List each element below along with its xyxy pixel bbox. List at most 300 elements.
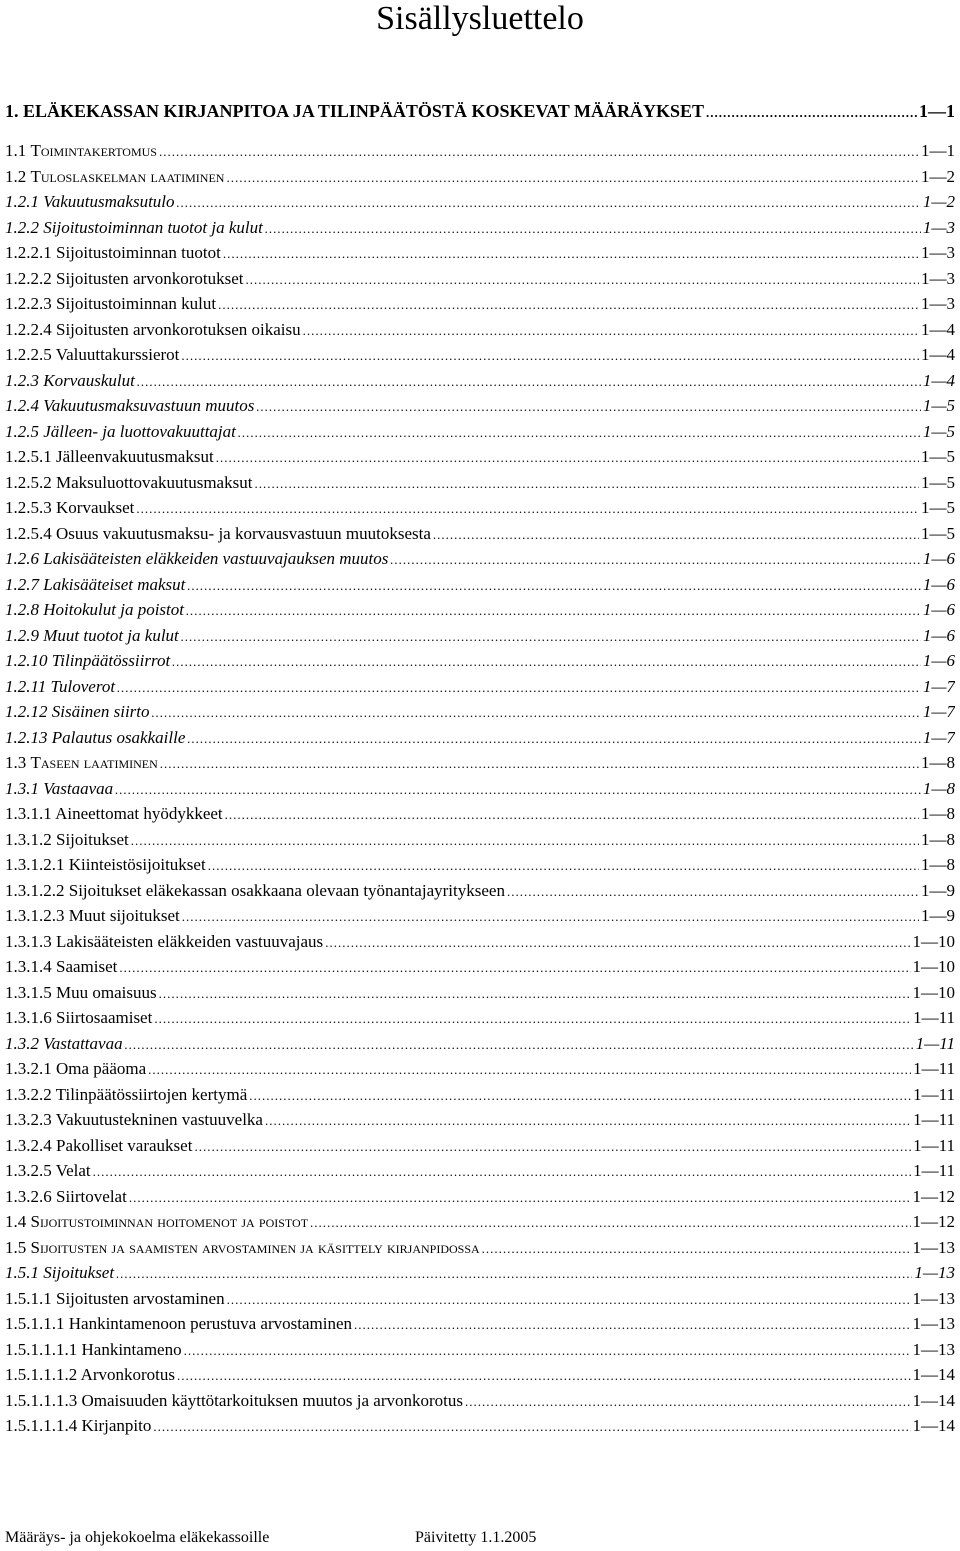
- toc-entry-title: Sijoitusten arvostaminen: [56, 1288, 225, 1308]
- toc-dot-leader: [181, 624, 921, 649]
- toc-entry-number: 1.2.5.4: [5, 523, 52, 543]
- toc-entry-title: Palautus osakkaille: [51, 727, 186, 747]
- toc-entry[interactable]: [5, 1082, 955, 1108]
- toc-entry-title: Valuuttakurssierot: [55, 345, 180, 364]
- toc-entry-number: 1.5.1.1: [5, 1288, 52, 1308]
- toc-entry-number: 1.3.1.2: [5, 829, 52, 849]
- toc-page-number: 1—10: [912, 931, 955, 951]
- toc-entry-title: Vastattavaa: [43, 1033, 123, 1053]
- toc-dot-leader: [187, 726, 921, 751]
- toc-dot-leader: [265, 216, 921, 241]
- toc-entry[interactable]: [5, 827, 955, 853]
- toc-page-number: 1—6: [922, 625, 955, 645]
- toc-entry-title: Sijoitustoiminnan hoitomenot ja poistot: [30, 1212, 309, 1231]
- toc-page-number: 1—13: [912, 1314, 955, 1333]
- toc-entry-number: 1.3.1.5: [5, 982, 52, 1002]
- toc-entry-number: 1.3: [5, 753, 27, 772]
- toc-entry-number: 1.2.5.2: [5, 472, 52, 492]
- toc-entry-title: Vastaavaa: [43, 778, 114, 798]
- toc-entry-label: [5, 1005, 152, 1031]
- toc-entry[interactable]: [5, 96, 955, 130]
- toc-dot-leader: [225, 802, 919, 827]
- toc-entry[interactable]: [5, 393, 955, 419]
- toc-dot-leader: [181, 343, 919, 368]
- toc-entry[interactable]: [5, 801, 955, 827]
- toc-entry[interactable]: [5, 1260, 955, 1286]
- toc-dot-leader: [226, 165, 919, 190]
- toc-entry-number: 1.2.2: [5, 217, 39, 237]
- toc-entry-label: [5, 1362, 175, 1388]
- toc-entry[interactable]: [5, 878, 955, 904]
- toc-entry-number: 1.5.1.1.1: [5, 1314, 65, 1333]
- toc-entry-label: [5, 1286, 225, 1312]
- toc-page-number: 1—6: [922, 549, 955, 568]
- toc-dot-leader: [465, 1389, 911, 1414]
- toc-entry[interactable]: [5, 1158, 955, 1184]
- toc-entry-title: Vakuutusmaksuvastuun muutos: [43, 396, 255, 415]
- toc-dot-leader: [172, 649, 921, 674]
- toc-entry-number: 1.3.1.4: [5, 957, 52, 976]
- toc-entry-title: Sijoitusten arvonkorotuksen oikaisu: [56, 319, 301, 339]
- toc-entry-title: Siirtovelat: [56, 1186, 127, 1206]
- toc-entry-title: Korvaukset: [56, 498, 135, 517]
- toc-entry[interactable]: [5, 495, 955, 521]
- toc-entry-number: 1.2.2.1: [5, 243, 52, 262]
- toc-entry[interactable]: [5, 189, 955, 215]
- toc-entry[interactable]: [5, 572, 955, 598]
- toc-entry-number: 1.: [5, 101, 19, 121]
- toc-entry[interactable]: [5, 470, 955, 496]
- toc-dot-leader: [153, 1414, 910, 1439]
- toc-entry-label: [5, 164, 224, 190]
- toc-dot-leader: [218, 292, 919, 317]
- toc-entry-title: Sijoitustoiminnan tuotot ja kulut: [43, 217, 263, 237]
- toc-entry-label: [5, 291, 216, 317]
- toc-entry-label: [5, 1184, 127, 1210]
- toc-entry[interactable]: [5, 623, 955, 649]
- toc-entry[interactable]: [5, 1184, 955, 1210]
- toc-entry-label: [5, 215, 263, 241]
- toc-entry[interactable]: [5, 1031, 955, 1057]
- toc-entry-label: [5, 1337, 182, 1363]
- footer-date: Päivitetty 1.1.2005: [415, 1529, 537, 1546]
- toc-entry-title: Kirjanpito: [81, 1416, 152, 1435]
- toc-page-number: 1—6: [922, 600, 955, 619]
- toc-entry-title: Vakuutustekninen vastuuvelka: [55, 1110, 263, 1129]
- toc-entry-label: [5, 1413, 151, 1439]
- toc-dot-leader: [129, 1185, 911, 1210]
- toc-page-number: 1—2: [922, 192, 955, 211]
- toc-page-number: 1—4: [922, 370, 955, 390]
- toc-dot-leader: [159, 139, 919, 164]
- toc-entry-title: Tuloverot: [50, 676, 116, 696]
- toc-entry[interactable]: [5, 368, 955, 394]
- toc-entry-number: 1.2.2.3: [5, 294, 52, 313]
- toc-dot-leader: [187, 573, 920, 598]
- toc-entry-label: [5, 419, 236, 445]
- toc-entry-title: Omaisuuden käyttötarkoituksen muutos ja arvonkorotus: [81, 1390, 463, 1410]
- toc-entry-label: [5, 1260, 114, 1286]
- toc-entry-title: Vakuutusmaksutulo: [43, 192, 175, 211]
- toc-entry-title: Oma pääoma: [56, 1059, 147, 1078]
- toc-entry-title: Sijoitukset: [43, 1263, 115, 1282]
- toc-entry[interactable]: [5, 317, 955, 343]
- toc-page-number: 1—11: [913, 1110, 955, 1129]
- toc-entry[interactable]: [5, 699, 955, 725]
- toc-entry[interactable]: [5, 954, 955, 980]
- toc-entry[interactable]: [5, 1133, 955, 1159]
- toc-dot-leader: [706, 98, 917, 128]
- toc-entry-title: Sijoitustoiminnan tuotot: [56, 243, 221, 262]
- toc-entry[interactable]: [5, 215, 955, 241]
- toc-entry-label: [5, 954, 117, 980]
- toc-entry-label: [5, 317, 301, 343]
- toc-dot-leader: [184, 1338, 911, 1363]
- toc-dot-leader: [227, 1287, 911, 1312]
- toc-entry-number: 1.3.2.4: [5, 1135, 52, 1155]
- toc-page-number: 1—6: [922, 574, 955, 594]
- toc-entry-title: Tilinpäätössiirtojen kertymä: [55, 1084, 248, 1104]
- toc-entry-number: 1.3.1.6: [5, 1008, 52, 1027]
- toc-dot-leader: [186, 598, 921, 623]
- toc-entry-number: 1.1: [5, 141, 27, 160]
- toc-page-number: 1—13: [912, 1339, 955, 1359]
- toc-entry-label: [5, 521, 431, 547]
- toc-page-number: 1—1: [921, 141, 955, 160]
- toc-entry-label: [5, 1388, 463, 1414]
- toc-entry-label: [5, 699, 150, 725]
- toc-entry-number: 1.2.9: [5, 625, 39, 645]
- toc-entry-title: Maksuluottovakuutusmaksut: [56, 472, 253, 492]
- toc-entry-title: Tuloslaskelman laatiminen: [30, 166, 225, 186]
- toc-entry-label: [5, 852, 206, 878]
- toc-entry[interactable]: [5, 1005, 955, 1031]
- toc-page-number: 1—8: [922, 778, 955, 798]
- toc-entry-title: Pakolliset varaukset: [56, 1135, 193, 1155]
- toc-entry-label: [5, 1235, 480, 1261]
- toc-page-number: 1—8: [921, 829, 955, 849]
- toc-dot-leader: [325, 930, 910, 955]
- toc-entry-number: 1.2.13: [5, 727, 48, 747]
- toc-page-number: 1—4: [921, 345, 955, 364]
- toc-page-number: 1—3: [921, 243, 955, 262]
- toc-entry[interactable]: [5, 1337, 955, 1363]
- toc-entry-title: Velat: [55, 1161, 91, 1180]
- toc-entry[interactable]: [5, 1362, 955, 1388]
- toc-page-number: 1—14: [912, 1390, 955, 1410]
- toc-entry-number: 1.5: [5, 1237, 27, 1257]
- toc-page-number: 1—5: [921, 523, 955, 543]
- toc-entry-title: Sijoitusten ja saamisten arvostaminen ja käsittely kirjanpidossa: [30, 1237, 480, 1257]
- toc-dot-leader: [433, 522, 919, 547]
- toc-entry-label: [5, 725, 185, 751]
- toc-page-number: 1—8: [921, 855, 955, 874]
- toc-entry-title: Muut tuotot ja kulut: [43, 625, 179, 645]
- toc-dot-leader: [208, 853, 919, 878]
- toc-entry-number: 1.3.1: [5, 778, 39, 798]
- toc-dot-leader: [249, 1083, 911, 1108]
- toc-entry[interactable]: [5, 342, 955, 368]
- toc-page-number: 1—11: [913, 1161, 955, 1180]
- toc-entry[interactable]: [5, 240, 955, 266]
- toc-entry-label: [5, 444, 214, 470]
- toc-page-number: 1—7: [922, 676, 955, 696]
- toc-entry[interactable]: [5, 1413, 955, 1439]
- toc-entry[interactable]: [5, 291, 955, 317]
- toc-dot-leader: [159, 981, 911, 1006]
- toc-dot-leader: [390, 547, 921, 572]
- toc-entry[interactable]: [5, 1209, 955, 1235]
- toc-entry-label: [5, 801, 223, 827]
- toc-entry-number: 1.3.1.2.1: [5, 855, 65, 874]
- toc-entry[interactable]: [5, 1107, 955, 1133]
- toc-entry-number: 1.5.1.1.1.4: [5, 1416, 78, 1435]
- toc-entry-number: 1.2.2.5: [5, 345, 52, 364]
- toc-entry-label: [5, 1107, 263, 1133]
- toc-entry-title: Muut sijoitukset: [68, 906, 180, 925]
- toc-entry-label: [5, 1158, 91, 1184]
- toc-entry-title: Lakisääteisten eläkkeiden vastuuvajauksen muutos: [43, 549, 389, 568]
- toc-dot-leader: [245, 267, 919, 292]
- toc-page-number: 1—5: [922, 421, 955, 441]
- toc-dot-leader: [256, 394, 921, 419]
- toc-dot-leader: [265, 1108, 911, 1133]
- toc-page-number: 1—11: [913, 1135, 955, 1155]
- toc-page-number: 1—7: [922, 702, 955, 721]
- toc-entry-number: 1.2.5: [5, 421, 39, 441]
- toc-dot-leader: [115, 777, 921, 802]
- page-title: Sisällysluettelo: [376, 0, 584, 37]
- toc-entry-label: [5, 546, 388, 572]
- toc-entry[interactable]: [5, 521, 955, 547]
- toc-dot-leader: [125, 1032, 914, 1057]
- toc-entry-label: [5, 1056, 146, 1082]
- toc-entry-title: Osuus vakuutusmaksu- ja korvausvastuun muutoksesta: [56, 523, 431, 543]
- toc-entry-number: 1.3.1.1: [5, 804, 52, 823]
- toc-page-number: 1—14: [912, 1365, 955, 1384]
- toc-entry-number: 1.3.2.5: [5, 1161, 52, 1180]
- toc-dot-leader: [116, 1261, 912, 1286]
- toc-entry-label: [5, 138, 157, 164]
- toc-entry-label: [5, 572, 185, 598]
- toc-entry[interactable]: [5, 1235, 955, 1261]
- toc-entry-label: [5, 342, 179, 368]
- toc-entry-label: [5, 674, 115, 700]
- toc-entry-title: Jälleen- ja luottovakuuttajat: [43, 421, 236, 441]
- toc-entry-title: Sijoitusten arvonkorotukset: [56, 268, 244, 288]
- toc-page-number: 1—12: [912, 1212, 955, 1231]
- toc-page-number: 1—3: [922, 217, 955, 237]
- toc-page-number: 1—4: [921, 319, 955, 339]
- toc-entry-title: Aineettomat hyödykkeet: [55, 804, 223, 823]
- toc-entry[interactable]: [5, 164, 955, 190]
- toc-entry-label: [5, 1209, 308, 1235]
- toc-entry-number: 1.3.1.2.2: [5, 880, 65, 900]
- toc-entry[interactable]: [5, 980, 955, 1006]
- toc-page-number: 1—13: [912, 1288, 955, 1308]
- toc-entry[interactable]: [5, 648, 955, 674]
- toc-entry-number: 1.3.2.3: [5, 1110, 52, 1129]
- toc-entry[interactable]: [5, 419, 955, 445]
- toc-dot-leader: [154, 1006, 911, 1031]
- toc-entry-number: 1.2.5.3: [5, 498, 52, 517]
- toc-entry-number: 1.2.7: [5, 574, 39, 594]
- toc-page-number: 1—11: [913, 1059, 955, 1078]
- toc-entry-number: 1.5.1: [5, 1263, 39, 1282]
- toc-entry-number: 1.3.2.1: [5, 1059, 52, 1078]
- toc-entry[interactable]: [5, 903, 955, 929]
- toc-entry-number: 1.3.1.2.3: [5, 906, 65, 925]
- toc-entry-label: [5, 393, 254, 419]
- toc-entry-label: [5, 597, 184, 623]
- toc-entry-title: Tilinpäätössiirrot: [51, 651, 171, 670]
- toc-entry-title: Hoitokulut ja poistot: [43, 600, 184, 619]
- toc-page-number: 1—10: [912, 957, 955, 976]
- toc-entry-number: 1.3.2.6: [5, 1186, 52, 1206]
- toc-entry-label: [5, 776, 113, 802]
- toc-entry[interactable]: [5, 1311, 955, 1337]
- table-of-contents: [5, 96, 955, 1439]
- toc-entry-label: [5, 1133, 192, 1159]
- toc-page-number: 1—12: [912, 1186, 955, 1206]
- toc-entry-title: Kiinteistösijoitukset: [68, 855, 206, 874]
- footer-left-text: Määräys- ja ohjekokoelma eläkekassoille: [5, 1529, 270, 1546]
- toc-dot-leader: [482, 1236, 911, 1261]
- toc-entry[interactable]: [5, 1286, 955, 1312]
- toc-entry-label: [5, 470, 252, 496]
- toc-page-number: 1—7: [922, 727, 955, 747]
- toc-entry-number: 1.2: [5, 166, 27, 186]
- toc-entry-label: [5, 240, 221, 266]
- toc-entry-label: [5, 878, 505, 904]
- toc-dot-leader: [160, 751, 919, 776]
- toc-page-number: 1—3: [921, 268, 955, 288]
- toc-entry-label: [5, 266, 243, 292]
- toc-entry-number: 1.2.12: [5, 702, 48, 721]
- toc-entry-title: Sijoitukset: [56, 829, 129, 849]
- toc-entry-number: 1.2.4: [5, 396, 39, 415]
- toc-entry[interactable]: [5, 674, 955, 700]
- toc-dot-leader: [354, 1312, 910, 1337]
- toc-entry-title: Siirtosaamiset: [56, 1008, 153, 1027]
- toc-entry-number: 1.2.1: [5, 192, 39, 211]
- toc-entry-label: [5, 929, 323, 955]
- toc-dot-leader: [216, 445, 919, 470]
- toc-entry-number: 1.3.2.2: [5, 1084, 52, 1104]
- toc-dot-leader: [93, 1159, 911, 1184]
- toc-entry-title: Sijoitustoiminnan kulut: [56, 294, 217, 313]
- toc-dot-leader: [148, 1057, 911, 1082]
- toc-entry-label: [5, 648, 170, 674]
- toc-entry-title: Hankintamenoon perustuva arvostaminen: [68, 1314, 353, 1333]
- toc-entry[interactable]: [5, 725, 955, 751]
- toc-dot-leader: [303, 318, 919, 343]
- toc-entry-number: 1.2.6: [5, 549, 39, 568]
- toc-page-number: 1—2: [921, 166, 955, 186]
- toc-entry-number: 1.3.2: [5, 1033, 39, 1053]
- toc-entry-title: Lakisääteisten eläkkeiden vastuuvajaus: [56, 931, 324, 951]
- toc-entry[interactable]: [5, 546, 955, 572]
- toc-entry[interactable]: [5, 1388, 955, 1414]
- toc-entry[interactable]: [5, 750, 955, 776]
- toc-entry[interactable]: [5, 597, 955, 623]
- toc-entry-number: 1.2.8: [5, 600, 39, 619]
- toc-page-number: 1—9: [921, 906, 955, 925]
- toc-entry-title: Hankintameno: [81, 1339, 182, 1359]
- toc-page-number: 1—9: [921, 880, 955, 900]
- toc-entry-number: 1.5.1.1.1.3: [5, 1390, 78, 1410]
- toc-entry[interactable]: [5, 776, 955, 802]
- toc-page-number: 1—11: [913, 1008, 955, 1027]
- toc-entry-label: [5, 495, 134, 521]
- toc-entry[interactable]: [5, 1056, 955, 1082]
- toc-page-number: 1—10: [912, 982, 955, 1002]
- toc-entry-title: Arvonkorotus: [80, 1365, 176, 1384]
- toc-entry-number: 1.2.2.2: [5, 268, 52, 288]
- toc-entry-title: Lakisääteiset maksut: [43, 574, 186, 594]
- toc-dot-leader: [152, 700, 921, 725]
- toc-entry-title: Sijoitukset eläkekassan osakkaana olevaan työnantajayritykseen: [68, 880, 505, 900]
- toc-entry-number: 1.2.11: [5, 676, 47, 696]
- toc-page-number: 1—13: [912, 1237, 955, 1257]
- toc-entry[interactable]: [5, 852, 955, 878]
- toc-entry-number: 1.5.1.1.1.2: [5, 1365, 78, 1384]
- toc-entry-label: [5, 96, 704, 126]
- toc-entry-title: Korvauskulut: [43, 370, 135, 390]
- toc-entry-title: Muu omaisuus: [56, 982, 157, 1002]
- toc-entry-number: 1.2.5.1: [5, 447, 52, 466]
- toc-entry[interactable]: [5, 444, 955, 470]
- toc-entry-label: [5, 827, 129, 853]
- toc-dot-leader: [117, 675, 921, 700]
- toc-entry-label: [5, 189, 175, 215]
- toc-entry-title: Taseen laatiminen: [30, 753, 158, 772]
- toc-entry[interactable]: [5, 266, 955, 292]
- toc-dot-leader: [254, 471, 919, 496]
- toc-dot-leader: [136, 496, 919, 521]
- toc-entry-title: Sisäinen siirto: [51, 702, 150, 721]
- toc-page-number: 1—6: [922, 651, 955, 670]
- toc-entry-title: Toimintakertomus: [30, 141, 157, 160]
- toc-page-number: 1—5: [921, 498, 955, 517]
- toc-page-number: 1—5: [921, 447, 955, 466]
- toc-page-number: 1—11: [913, 1084, 955, 1104]
- toc-page-number: 1—13: [914, 1263, 955, 1282]
- toc-entry-title: Jälleenvakuutusmaksut: [56, 447, 214, 466]
- toc-dot-leader: [238, 420, 921, 445]
- toc-entry-label: [5, 1031, 123, 1057]
- toc-page-number: 1—5: [921, 472, 955, 492]
- toc-entry-label: [5, 1082, 247, 1108]
- toc-entry-number: 1.2.3: [5, 370, 39, 390]
- toc-entry[interactable]: [5, 929, 955, 955]
- toc-dot-leader: [182, 904, 919, 929]
- toc-entry-label: [5, 1311, 352, 1337]
- toc-page-number: 1—3: [921, 294, 955, 313]
- toc-entry-label: [5, 903, 180, 929]
- toc-dot-leader: [119, 955, 910, 980]
- toc-page-number: 1—11: [915, 1033, 955, 1053]
- toc-dot-leader: [223, 241, 919, 266]
- toc-dot-leader: [177, 1363, 910, 1388]
- toc-dot-leader: [507, 879, 919, 904]
- toc-entry[interactable]: [5, 138, 955, 164]
- toc-entry-title: Saamiset: [56, 957, 118, 976]
- toc-page-number: 1—8: [921, 753, 955, 772]
- toc-entry-label: [5, 623, 179, 649]
- toc-entry-number: 1.5.1.1.1.1: [5, 1339, 78, 1359]
- toc-entry-number: 1.2.10: [5, 651, 48, 670]
